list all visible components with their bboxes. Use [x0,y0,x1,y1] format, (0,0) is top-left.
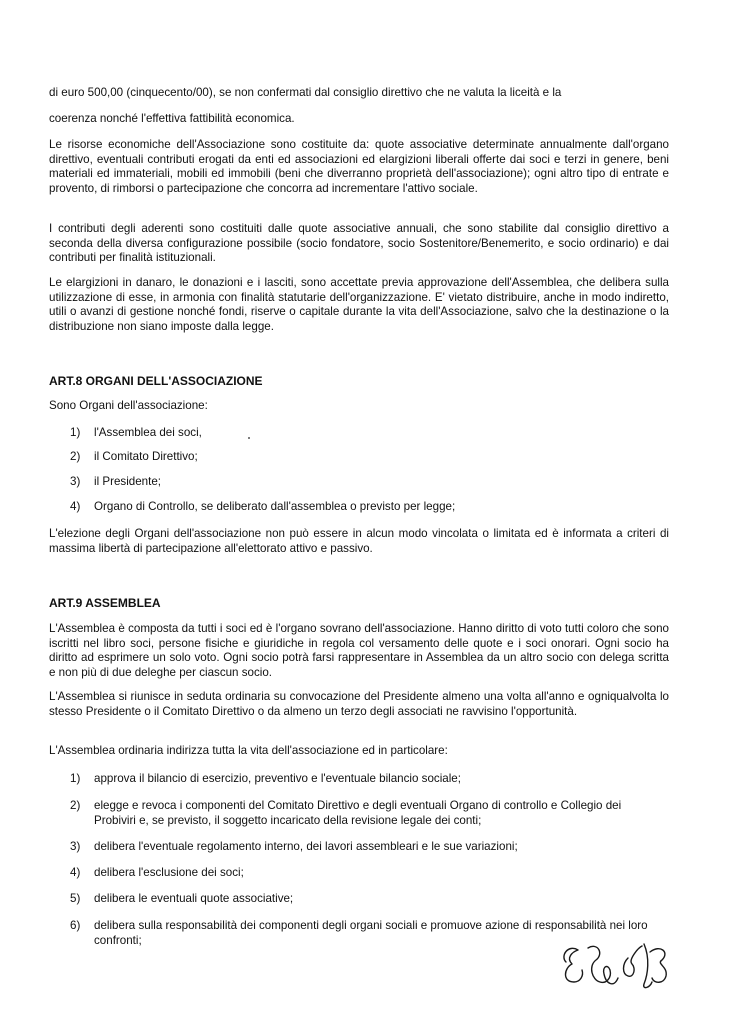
art9-item-5-number: 5) [70,892,81,905]
scan-speck [248,437,250,439]
art9-item-1: approva il bilancio di esercizio, preventivo e l'eventuale bilancio sociale; [94,772,461,785]
paragraph-resources: Le risorse economiche dell'Associazione sono costituite da: quote associative determinate annualmente dall'organo direttivo, eventuali contributi erogati da enti ed associazioni ed elargizioni liberali offerte dai soci e terzi in genere, beni materiali ed immateriali, mobili ed immobili (beni che diverranno proprietà dell'associazione); ogni altro tipo di entrate e provento, di rimborsi o partecipazione che concorra ad incrementare l'attivo sociale. [49,138,669,195]
art8-item-4: Organo di Controllo, se deliberato dall'assemblea o previsto per legge; [94,500,456,513]
art9-item-2-number: 2) [70,799,81,812]
art8-item-1: l'Assemblea dei soci, [94,426,202,439]
art9-item-3-number: 3) [70,840,81,853]
art9-heading: ART.9 ASSEMBLEA [49,596,161,610]
art8-item-2-number: 2) [70,450,81,463]
art9-paragraph-ordinary: L'Assemblea ordinaria indirizza tutta la vita dell'associazione ed in particolare: [49,744,448,757]
art9-item-4: delibera l'esclusione dei soci; [94,866,244,879]
art8-intro: Sono Organi dell'associazione: [49,399,208,412]
art9-item-4-number: 4) [70,866,81,879]
art8-item-3-number: 3) [70,475,81,488]
art9-item-6: delibera sulla responsabilità dei componenti degli organi sociali e promuove azione di responsabilità nei loro confronti; [94,919,648,947]
art9-item-3: delibera l'eventuale regolamento interno, dei lavori assembleari e le sue variazioni; [94,840,518,853]
intro-line-2: coerenza nonché l'effettiva fattibilità economica. [49,112,295,125]
art9-item-5: delibera le eventuali quote associative; [94,892,294,905]
paragraph-donations: Le elargizioni in danaro, le donazioni e i lasciti, sono accettate previa approvazione dell'Assemblea, che delibera sulla utilizzazione di esse, in armonia con finalità statutarie dell'organizzazione. E' vietato distribuire, anche in modo indiretto, utili o avanzi di gestione nonché fondi, riserve o capitale durante la vita dell'Associazione, salvo che la destinazione o la distribuzione non siano imposte dalla legge. [49,276,669,333]
art8-item-3: il Presidente; [94,475,162,488]
art9-paragraph-composition: L'Assemblea è composta da tutti i soci ed è l'organo sovrano dell'associazione. Hanno diritto di voto tutti coloro che sono iscritti nel libro soci, persone fisiche e giuridiche in regola col versamento delle quote e i soci onorari. Ogni socio ha diritto ad esprimere un solo voto. Ogni socio potrà farsi rappresentare in Assemblea da un altro socio con delega scritta e non più di due deleghe per ciascun socio. [49,622,669,679]
art8-heading: ART.8 ORGANI DELL'ASSOCIAZIONE [49,374,263,388]
art9-item-2: elegge e revoca i componenti del Comitato Direttivo e degli eventuali Organo di controllo e Collegio dei Probiviri e, se previsto, il soggetto incaricato della revisione legale dei conti; [94,799,622,827]
art8-item-4-number: 4) [70,500,81,513]
art9-item-6-number: 6) [70,919,81,932]
art8-item-1-number: 1) [70,426,81,439]
handwritten-initials-signature [558,938,678,996]
art9-item-1-number: 1) [70,772,81,785]
art9-paragraph-convocation: L'Assemblea si riunisce in seduta ordinaria su convocazione del Presidente almeno una volta all'anno e ogniqualvolta lo stesso Presidente o il Comitato Direttivo o da almeno un terzo degli associati ne ravvisino l'opportunità. [49,690,669,718]
art8-closing: L'elezione degli Organi dell'associazione non può essere in alcun modo vincolata o limitata ed è informata a criteri di massima libertà di partecipazione all'elettorato attivo e passivo. [49,527,669,555]
intro-line-1: di euro 500,00 (cinquecento/00), se non confermati dal consiglio direttivo che ne valuta la liceità e la [49,86,562,99]
art8-item-2: il Comitato Direttivo; [94,450,198,463]
paragraph-contributions: I contributi degli aderenti sono costituiti dalle quote associative annuali, che sono stabilite dal consiglio direttivo a seconda della diversa configurazione possibile (socio fondatore, socio Sostenitore/Benemerito, e socio ordinario) e dai contributi per finalità istituzionali. [49,222,669,264]
